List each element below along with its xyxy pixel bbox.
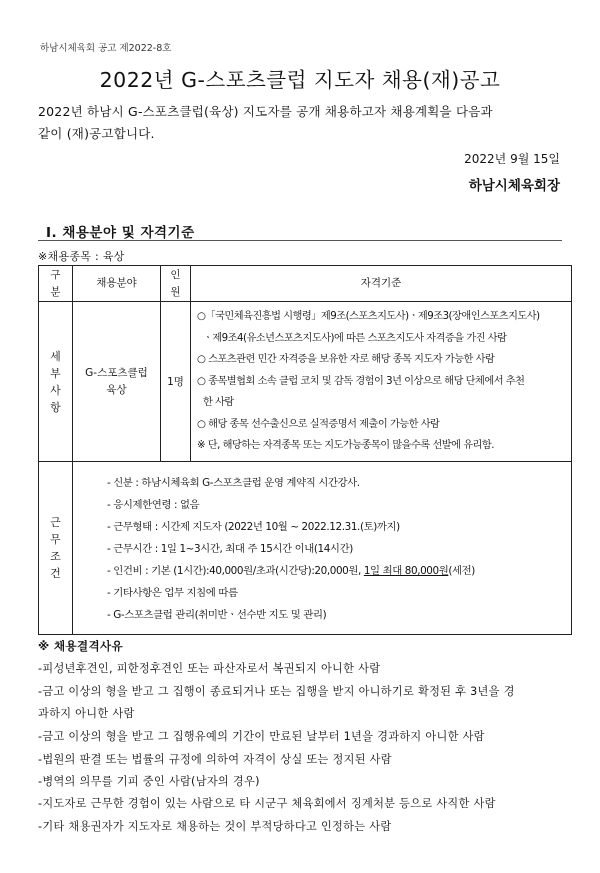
disqualification-item: -기타 채용권자가 지도자로 채용하는 것이 부적당하다고 인정하는 사람 (38, 820, 392, 833)
condition-item: - 근무시간 : 1일 1~3시간, 최대 주 15시간 이내(14시간) (107, 543, 353, 555)
max-pay: 1일 최대 80,000원 (363, 565, 449, 577)
qualification-line: ○ 종목별협회 소속 클럽 코치 및 감독 경험이 3년 이상으로 해당 단체에서 추천 (197, 375, 525, 387)
conditions-row (39, 462, 572, 635)
disqualification-title: ※ 채용결격사유 (38, 639, 124, 653)
intro-line-2: 같이 (재)공고합니다. (38, 126, 155, 141)
header-field: 채용분야 (73, 266, 161, 302)
qualification-line: ㆍ제9조4(유소년스포츠지도사)에 따른 스포츠지도사 자격증을 가진 사람 (203, 332, 507, 344)
header-count: 인 원 (161, 266, 191, 302)
qualification-cell (191, 302, 572, 462)
count-cell: 1명 (161, 302, 191, 462)
notice-date: 2022년 9월 15일 (464, 152, 560, 166)
section-title: Ⅰ. 채용분야 및 자격기준 (46, 225, 195, 241)
condition-item: - 근무형태 : 시간제 지도자 (2022년 10월 ~ 2022.12.31.(토)까지) (107, 521, 400, 533)
condition-item: - G-스포츠클럽 관리(취미반ㆍ선수반 지도 및 관리) (107, 609, 327, 621)
qualification-line: ○「국민체육진흥법 시행령」제9조(스포츠지도사)ㆍ제9조3(장애인스포츠지도사) (197, 311, 540, 323)
qualification-line: 한 사람 (203, 397, 234, 409)
table-header-row (39, 266, 572, 302)
notice-number: 하남시체육회 공고 제2022-8호 (40, 43, 172, 54)
qualification-line: ○ 스포츠관련 민간 자격증을 보유한 자로 해당 종목 지도자 가능한 사람 (197, 354, 495, 366)
disqualification-item: -병역의 의무를 기피 중인 사람(남자의 경우) (38, 775, 260, 788)
field-cell: G-스포츠클럽 육상 (73, 302, 161, 462)
qualification-line: ○ 해당 종목 선수출신으로 실적증명서 제출이 가능한 사람 (197, 418, 440, 430)
header-qualification: 자격기준 (191, 266, 572, 302)
conditions-label: 근 무 조 건 (39, 462, 73, 635)
condition-item: - 기타사항은 업무 지침에 따름 (107, 587, 238, 599)
header-category: 구 분 (39, 266, 73, 302)
condition-item-pay: - 인건비 : 기본 (1시간):40,000원/초과(시간당):20,000원, 1일 최대 80,000원(세전) (107, 565, 475, 577)
qualification-line: ※ 단, 해당하는 자격종목 또는 지도가능종목이 많을수록 선발에 유리함. (197, 440, 494, 452)
disqualification-item: -금고 이상의 형을 받고 그 집행이 종료되거나 또는 집행을 받지 아니하기로 확정된 후 3년을 경 (38, 685, 515, 698)
disqualification-item: -피성년후견인, 피한정후견인 또는 파산자로서 복권되지 아니한 사람 (38, 662, 381, 675)
page-title: 2022년 G-스포츠클럽 지도자 채용(재)공고 (99, 68, 501, 92)
condition-item: - 신분 : 하남시체육회 G-스포츠클럽 운영 계약직 시간강사. (107, 477, 360, 489)
conditions-cell (73, 462, 572, 635)
disqualification-item: -금고 이상의 형을 받고 그 집행유예의 기간이 만료된 날부터 1년을 경과하지 아니한 사람 (38, 730, 485, 743)
recruitment-table (38, 265, 572, 635)
details-row (39, 302, 572, 462)
condition-item: - 응시제한연령 : 없음 (107, 499, 200, 511)
section-divider (38, 240, 562, 241)
details-label: 세 부 사 항 (39, 302, 73, 462)
disqualification-item: 과하지 아니한 사람 (38, 707, 135, 720)
sport-note: ※채용종목 : 육상 (38, 250, 125, 263)
disqualification-item: -지도자로 근무한 경험이 있는 사람으로 타 시군구 체육회에서 징계처분 등으로 사직한 사람 (38, 797, 496, 810)
intro-line-1: 2022년 하남시 G-스포츠클럽(육상) 지도자를 공개 채용하고자 채용계획을 다음과 (38, 104, 493, 119)
issuer-name: 하남시체육회장 (468, 178, 560, 194)
disqualification-item: -법원의 판결 또는 법률의 규정에 의하여 자격이 상실 또는 정지된 사람 (38, 753, 392, 766)
